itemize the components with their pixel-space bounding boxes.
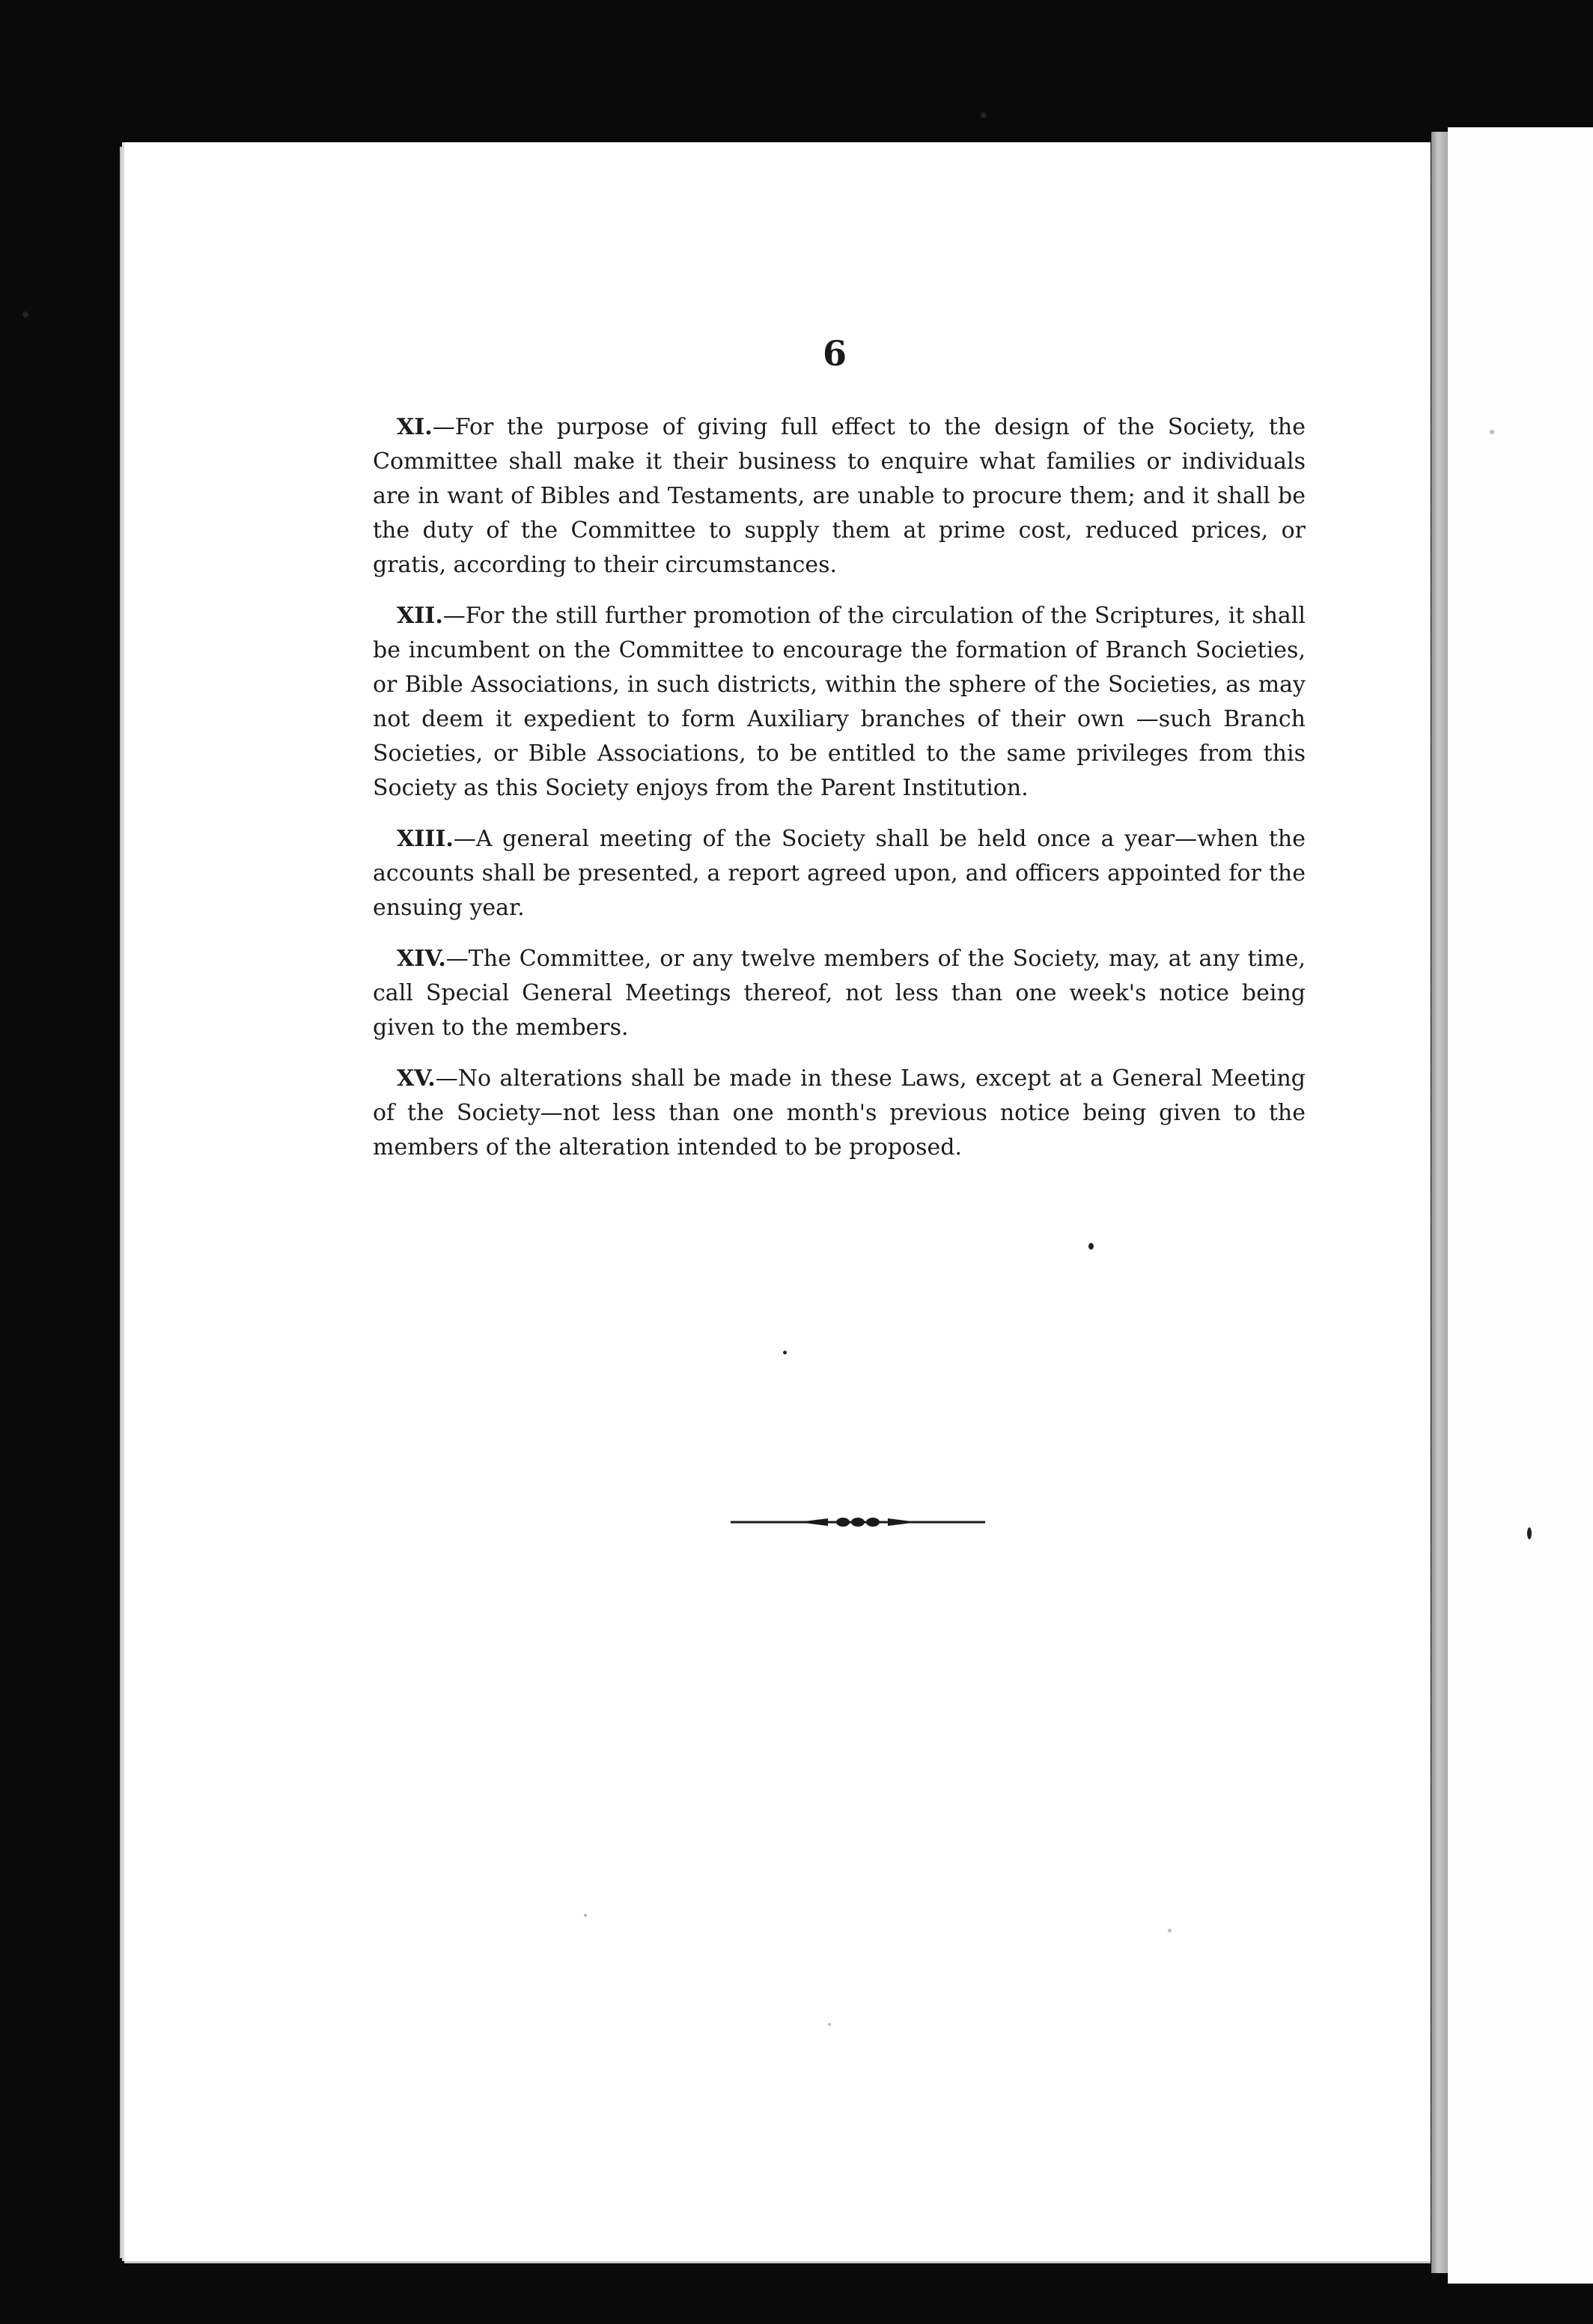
- scan-speck: [1527, 1527, 1532, 1539]
- article-xii: [373, 599, 1306, 806]
- article-xi: [373, 410, 1306, 582]
- scan-speck: [783, 1351, 787, 1354]
- adjacent-page: [1448, 127, 1593, 2284]
- article-number: XII.: [397, 603, 443, 629]
- scan-speck: [1088, 1243, 1094, 1250]
- scan-speck: [1490, 430, 1494, 434]
- article-xiii: [373, 822, 1306, 925]
- decorative-rule-icon: [731, 1511, 985, 1533]
- article-text: —A general meeting of the Society shall be held once a year—when the accounts shall be presented, a report agreed upon, and officers appointed for the ensuing year.: [373, 826, 1306, 921]
- article-xiv: [373, 942, 1306, 1045]
- page-number: 6: [822, 333, 847, 374]
- article-text: —For the purpose of giving full effect to the design of the Society, the Committee shall make it their business to enquire what families or individuals are in want of Bibles and Testaments, are unable to procure them; and it shall be the duty of the Committee to supply them at prime cost, reduced prices, or gratis, according to their circumstances.: [373, 414, 1306, 578]
- article-number: XI.: [397, 414, 433, 440]
- article-text: —The Committee, or any twelve members of the Society, may, at any time, call Special General Meetings thereof, not less than one week's notice being given to the members.: [373, 946, 1306, 1041]
- article-text: —For the still further promotion of the circulation of the Scriptures, it shall be incumbent on the Committee to encourage the formation of Branch Societies, or Bible Associations, in such districts, within the sphere of the Societies, as may not deem it expedient to form Auxiliary branches of their own —such Branch Societies, or Bible Associations, to be entitled to the same privileges from this Society as this Society enjoys from the Parent Institution.: [373, 603, 1306, 801]
- article-text: —No alterations shall be made in these Laws, except at a General Meeting of the Society—not less than one month's previous notice being given to the members of the alteration intended to be proposed.: [373, 1065, 1306, 1161]
- article-number: XV.: [397, 1065, 436, 1092]
- article-number: XIV.: [397, 946, 446, 972]
- article-number: XIII.: [397, 826, 454, 852]
- article-xv: [373, 1062, 1306, 1165]
- scan-speck: [584, 1914, 587, 1917]
- book-spine: [1431, 132, 1448, 2273]
- scan-speck: [981, 112, 987, 118]
- articles-list: [373, 410, 1306, 1181]
- scan-speck: [22, 311, 28, 317]
- scan-speck: [1168, 1929, 1172, 1932]
- scan-speck: [828, 2023, 831, 2026]
